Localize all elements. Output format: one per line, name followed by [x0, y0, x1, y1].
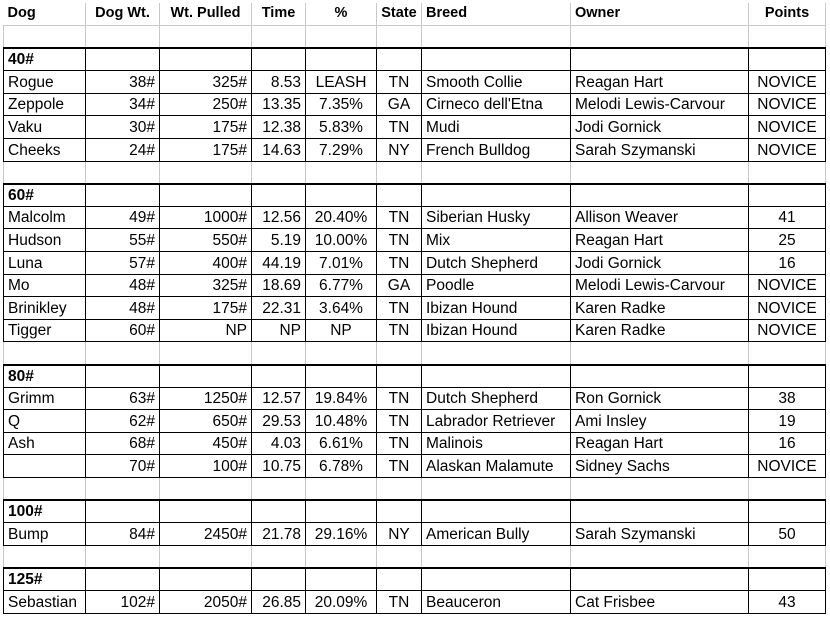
cell-dog: Tigger — [4, 319, 86, 342]
spacer-cell — [4, 26, 86, 49]
spacer-cell — [4, 342, 86, 365]
spacer-cell — [422, 477, 571, 500]
class-empty-cell — [377, 500, 422, 523]
cell-dog: Malcolm — [4, 206, 86, 229]
class-empty-cell — [252, 184, 306, 207]
table-row — [4, 71, 826, 94]
spacer-cell — [749, 342, 826, 365]
cell-owner: Ami Insley — [571, 410, 749, 433]
weight-class-row — [4, 568, 826, 591]
cell-percent: 6.78% — [306, 455, 377, 478]
cell-weight-pulled: NP — [160, 319, 252, 342]
cell-dog: Mo — [4, 274, 86, 297]
class-empty-cell — [160, 568, 252, 591]
cell-percent: 5.83% — [306, 116, 377, 139]
cell-breed: French Bulldog — [422, 139, 571, 162]
cell-points: NOVICE — [749, 116, 826, 139]
cell-time: 12.56 — [252, 206, 306, 229]
class-empty-cell — [377, 184, 422, 207]
table-row — [4, 229, 826, 252]
spacer-cell — [160, 342, 252, 365]
results-table — [3, 3, 826, 614]
cell-dog-weight: 48# — [86, 274, 160, 297]
cell-percent: 7.35% — [306, 93, 377, 116]
cell-dog-weight: 49# — [86, 206, 160, 229]
cell-breed: Dutch Shepherd — [422, 252, 571, 275]
spacer-cell — [252, 161, 306, 184]
spacer-cell — [160, 26, 252, 49]
cell-percent: 7.29% — [306, 139, 377, 162]
cell-breed: Alaskan Malamute — [422, 455, 571, 478]
cell-weight-pulled: 400# — [160, 252, 252, 275]
cell-dog: Luna — [4, 252, 86, 275]
class-empty-cell — [571, 365, 749, 388]
cell-owner: Karen Radke — [571, 319, 749, 342]
cell-breed: Siberian Husky — [422, 206, 571, 229]
cell-time: 10.75 — [252, 455, 306, 478]
weight-class-row — [4, 365, 826, 388]
cell-owner: Reagan Hart — [571, 229, 749, 252]
table-row — [4, 319, 826, 342]
class-empty-cell — [571, 184, 749, 207]
table-row — [4, 274, 826, 297]
cell-time: 4.03 — [252, 432, 306, 455]
spacer-cell — [86, 161, 160, 184]
table-row — [4, 116, 826, 139]
class-empty-cell — [86, 365, 160, 388]
class-empty-cell — [306, 568, 377, 591]
spacer-cell — [377, 161, 422, 184]
header-row — [4, 3, 826, 26]
cell-state: TN — [377, 319, 422, 342]
weight-class-label: 125# — [4, 568, 86, 591]
cell-owner: Jodi Gornick — [571, 116, 749, 139]
cell-dog: Rogue — [4, 71, 86, 94]
cell-points: 50 — [749, 523, 826, 546]
cell-weight-pulled: 1250# — [160, 387, 252, 410]
weight-class-row — [4, 184, 826, 207]
cell-dog-weight: 34# — [86, 93, 160, 116]
spacer-cell — [252, 26, 306, 49]
cell-points: 16 — [749, 432, 826, 455]
class-empty-cell — [422, 365, 571, 388]
cell-points: 38 — [749, 387, 826, 410]
cell-dog: Grimm — [4, 387, 86, 410]
cell-weight-pulled: 550# — [160, 229, 252, 252]
cell-dog-weight: 68# — [86, 432, 160, 455]
cell-dog-weight: 38# — [86, 71, 160, 94]
cell-breed: Mudi — [422, 116, 571, 139]
cell-percent: 10.00% — [306, 229, 377, 252]
cell-owner: Jodi Gornick — [571, 252, 749, 275]
cell-time: 29.53 — [252, 410, 306, 433]
results-body — [4, 26, 826, 613]
class-empty-cell — [571, 500, 749, 523]
cell-owner: Sarah Szymanski — [571, 139, 749, 162]
cell-state: TN — [377, 387, 422, 410]
class-empty-cell — [160, 365, 252, 388]
cell-weight-pulled: 2450# — [160, 523, 252, 546]
spacer-row — [4, 26, 826, 49]
spacer-cell — [749, 26, 826, 49]
weight-class-row — [4, 500, 826, 523]
cell-percent: 19.84% — [306, 387, 377, 410]
header-owner: Owner — [571, 3, 749, 26]
cell-weight-pulled: 325# — [160, 71, 252, 94]
cell-points: 41 — [749, 206, 826, 229]
cell-state: TN — [377, 206, 422, 229]
spacer-cell — [571, 342, 749, 365]
spacer-cell — [86, 477, 160, 500]
cell-points: NOVICE — [749, 455, 826, 478]
class-empty-cell — [86, 500, 160, 523]
cell-time: 8.53 — [252, 71, 306, 94]
spacer-cell — [422, 161, 571, 184]
cell-breed: Ibizan Hound — [422, 319, 571, 342]
cell-percent: 20.09% — [306, 590, 377, 613]
spacer-cell — [252, 342, 306, 365]
spacer-cell — [377, 26, 422, 49]
cell-owner: Sidney Sachs — [571, 455, 749, 478]
class-empty-cell — [306, 365, 377, 388]
cell-state: TN — [377, 590, 422, 613]
cell-points: NOVICE — [749, 139, 826, 162]
cell-time: 5.19 — [252, 229, 306, 252]
class-empty-cell — [86, 568, 160, 591]
spacer-cell — [306, 161, 377, 184]
header-state: State — [377, 3, 422, 26]
cell-weight-pulled: 325# — [160, 274, 252, 297]
cell-points: NOVICE — [749, 71, 826, 94]
class-empty-cell — [422, 48, 571, 71]
cell-state: NY — [377, 139, 422, 162]
cell-time: 18.69 — [252, 274, 306, 297]
class-empty-cell — [749, 184, 826, 207]
class-empty-cell — [749, 48, 826, 71]
cell-points: NOVICE — [749, 319, 826, 342]
cell-weight-pulled: 100# — [160, 455, 252, 478]
cell-points: 25 — [749, 229, 826, 252]
cell-breed: Mix — [422, 229, 571, 252]
cell-percent: 7.01% — [306, 252, 377, 275]
cell-owner: Reagan Hart — [571, 432, 749, 455]
cell-owner: Melodi Lewis-Carvour — [571, 274, 749, 297]
cell-dog: Hudson — [4, 229, 86, 252]
spacer-cell — [422, 342, 571, 365]
cell-state: NY — [377, 523, 422, 546]
class-empty-cell — [160, 48, 252, 71]
cell-time: 12.57 — [252, 387, 306, 410]
spacer-cell — [306, 342, 377, 365]
header-percent: % — [306, 3, 377, 26]
spacer-cell — [160, 161, 252, 184]
cell-dog-weight: 48# — [86, 297, 160, 320]
cell-state: TN — [377, 455, 422, 478]
spacer-row — [4, 477, 826, 500]
class-empty-cell — [252, 568, 306, 591]
spacer-cell — [571, 26, 749, 49]
cell-owner: Ron Gornick — [571, 387, 749, 410]
cell-percent: 29.16% — [306, 523, 377, 546]
spacer-cell — [160, 545, 252, 568]
spacer-cell — [749, 477, 826, 500]
weight-class-label: 60# — [4, 184, 86, 207]
table-row — [4, 410, 826, 433]
cell-dog: Brinikley — [4, 297, 86, 320]
class-empty-cell — [252, 365, 306, 388]
cell-dog — [4, 455, 86, 478]
table-row — [4, 297, 826, 320]
table-row — [4, 252, 826, 275]
class-empty-cell — [377, 568, 422, 591]
table-row — [4, 523, 826, 546]
spacer-cell — [377, 545, 422, 568]
cell-weight-pulled: 650# — [160, 410, 252, 433]
cell-time: NP — [252, 319, 306, 342]
cell-weight-pulled: 175# — [160, 297, 252, 320]
cell-owner: Cat Frisbee — [571, 590, 749, 613]
table-row — [4, 93, 826, 116]
spacer-cell — [377, 477, 422, 500]
header-dog: Dog — [4, 3, 86, 26]
spacer-row — [4, 161, 826, 184]
class-empty-cell — [86, 184, 160, 207]
class-empty-cell — [160, 500, 252, 523]
class-empty-cell — [422, 568, 571, 591]
class-empty-cell — [160, 184, 252, 207]
class-empty-cell — [422, 500, 571, 523]
cell-percent: 3.64% — [306, 297, 377, 320]
spacer-cell — [86, 342, 160, 365]
cell-breed: Beauceron — [422, 590, 571, 613]
spacer-cell — [86, 26, 160, 49]
cell-breed: Ibizan Hound — [422, 297, 571, 320]
spacer-cell — [306, 545, 377, 568]
cell-time: 26.85 — [252, 590, 306, 613]
spacer-cell — [4, 161, 86, 184]
spacer-cell — [252, 477, 306, 500]
cell-time: 22.31 — [252, 297, 306, 320]
class-empty-cell — [252, 500, 306, 523]
cell-points: NOVICE — [749, 93, 826, 116]
cell-breed: American Bully — [422, 523, 571, 546]
cell-percent: NP — [306, 319, 377, 342]
table-row — [4, 455, 826, 478]
cell-owner: Karen Radke — [571, 297, 749, 320]
spacer-cell — [252, 545, 306, 568]
class-empty-cell — [86, 48, 160, 71]
cell-weight-pulled: 175# — [160, 139, 252, 162]
cell-state: GA — [377, 274, 422, 297]
class-empty-cell — [749, 500, 826, 523]
weight-class-label: 40# — [4, 48, 86, 71]
cell-dog-weight: 30# — [86, 116, 160, 139]
cell-state: TN — [377, 297, 422, 320]
cell-dog: Bump — [4, 523, 86, 546]
cell-owner: Melodi Lewis-Carvour — [571, 93, 749, 116]
cell-dog-weight: 57# — [86, 252, 160, 275]
spacer-cell — [377, 342, 422, 365]
table-row — [4, 206, 826, 229]
cell-time: 12.38 — [252, 116, 306, 139]
spacer-cell — [422, 545, 571, 568]
cell-owner: Allison Weaver — [571, 206, 749, 229]
table-row — [4, 139, 826, 162]
cell-time: 14.63 — [252, 139, 306, 162]
header-breed: Breed — [422, 3, 571, 26]
spacer-cell — [749, 545, 826, 568]
cell-dog-weight: 62# — [86, 410, 160, 433]
cell-dog: Q — [4, 410, 86, 433]
class-empty-cell — [377, 48, 422, 71]
spacer-cell — [571, 545, 749, 568]
cell-dog-weight: 84# — [86, 523, 160, 546]
cell-percent: LEASH — [306, 71, 377, 94]
cell-weight-pulled: 1000# — [160, 206, 252, 229]
cell-dog-weight: 70# — [86, 455, 160, 478]
spacer-cell — [4, 477, 86, 500]
cell-breed: Poodle — [422, 274, 571, 297]
table-row — [4, 387, 826, 410]
cell-state: TN — [377, 432, 422, 455]
cell-weight-pulled: 175# — [160, 116, 252, 139]
cell-state: TN — [377, 410, 422, 433]
cell-points: 19 — [749, 410, 826, 433]
cell-dog-weight: 63# — [86, 387, 160, 410]
class-empty-cell — [306, 184, 377, 207]
spacer-cell — [571, 477, 749, 500]
class-empty-cell — [306, 48, 377, 71]
spacer-cell — [571, 161, 749, 184]
cell-breed: Smooth Collie — [422, 71, 571, 94]
cell-state: TN — [377, 229, 422, 252]
weight-class-row — [4, 48, 826, 71]
cell-breed: Dutch Shepherd — [422, 387, 571, 410]
class-empty-cell — [749, 365, 826, 388]
cell-state: TN — [377, 116, 422, 139]
cell-dog: Cheeks — [4, 139, 86, 162]
cell-state: GA — [377, 93, 422, 116]
spacer-cell — [4, 545, 86, 568]
cell-points: NOVICE — [749, 297, 826, 320]
cell-dog-weight: 102# — [86, 590, 160, 613]
cell-weight-pulled: 250# — [160, 93, 252, 116]
spacer-cell — [86, 545, 160, 568]
cell-time: 44.19 — [252, 252, 306, 275]
cell-breed: Cirneco dell'Etna — [422, 93, 571, 116]
spacer-cell — [306, 26, 377, 49]
weight-class-label: 100# — [4, 500, 86, 523]
header-points: Points — [749, 3, 826, 26]
cell-percent: 10.48% — [306, 410, 377, 433]
cell-dog: Zeppole — [4, 93, 86, 116]
cell-dog-weight: 24# — [86, 139, 160, 162]
cell-state: TN — [377, 71, 422, 94]
class-empty-cell — [377, 365, 422, 388]
cell-percent: 6.61% — [306, 432, 377, 455]
cell-weight-pulled: 2050# — [160, 590, 252, 613]
cell-breed: Labrador Retriever — [422, 410, 571, 433]
cell-time: 13.35 — [252, 93, 306, 116]
class-empty-cell — [571, 48, 749, 71]
spacer-row — [4, 545, 826, 568]
spacer-cell — [306, 477, 377, 500]
spacer-row — [4, 342, 826, 365]
class-empty-cell — [571, 568, 749, 591]
cell-weight-pulled: 450# — [160, 432, 252, 455]
cell-owner: Sarah Szymanski — [571, 523, 749, 546]
spacer-cell — [160, 477, 252, 500]
weight-class-label: 80# — [4, 365, 86, 388]
cell-breed: Malinois — [422, 432, 571, 455]
class-empty-cell — [252, 48, 306, 71]
class-empty-cell — [306, 500, 377, 523]
cell-dog-weight: 55# — [86, 229, 160, 252]
header-weight-pulled: Wt. Pulled — [160, 3, 252, 26]
cell-points: 43 — [749, 590, 826, 613]
class-empty-cell — [749, 568, 826, 591]
cell-state: TN — [377, 252, 422, 275]
cell-percent: 6.77% — [306, 274, 377, 297]
cell-points: 16 — [749, 252, 826, 275]
cell-dog-weight: 60# — [86, 319, 160, 342]
spacer-cell — [749, 161, 826, 184]
cell-dog: Ash — [4, 432, 86, 455]
table-row — [4, 590, 826, 613]
header-dog-weight: Dog Wt. — [86, 3, 160, 26]
table-row — [4, 432, 826, 455]
cell-percent: 20.40% — [306, 206, 377, 229]
spacer-cell — [422, 26, 571, 49]
class-empty-cell — [422, 184, 571, 207]
cell-dog: Vaku — [4, 116, 86, 139]
cell-dog: Sebastian — [4, 590, 86, 613]
cell-time: 21.78 — [252, 523, 306, 546]
cell-owner: Reagan Hart — [571, 71, 749, 94]
cell-points: NOVICE — [749, 274, 826, 297]
header-time: Time — [252, 3, 306, 26]
